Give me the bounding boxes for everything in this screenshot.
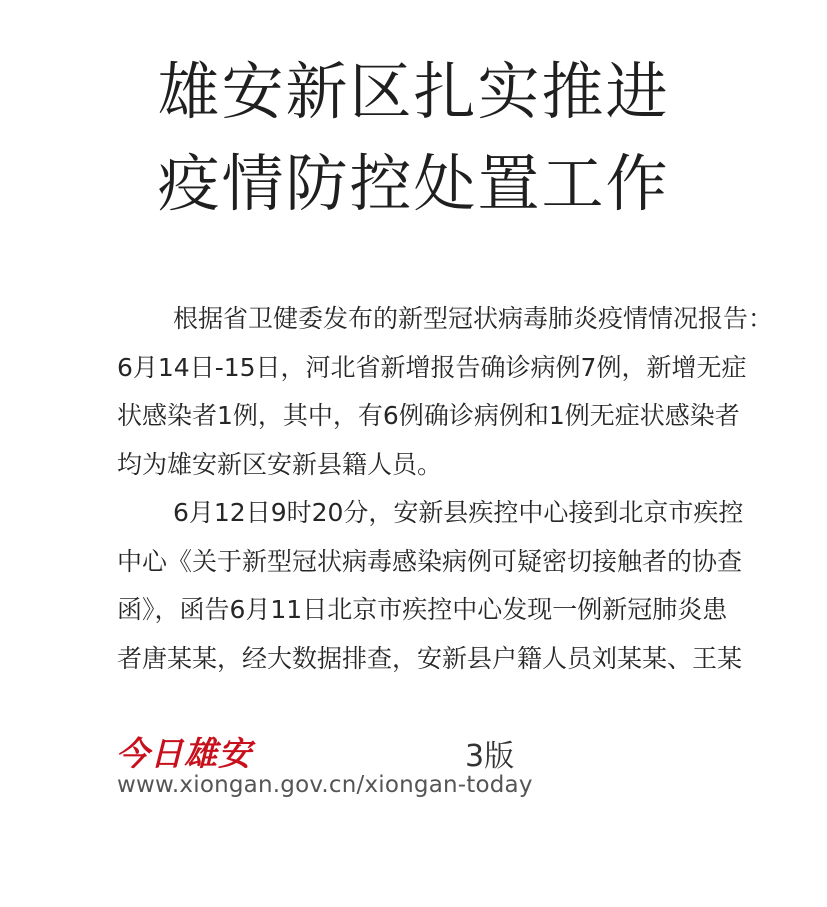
newspaper-logo: 今日雄安 (116, 734, 252, 773)
body-line-7: 函》，函告6月11日北京市疾控中心发现一例新冠肺炎患 (117, 595, 728, 624)
article-title-line-2: 疫情防控处置工作 (157, 147, 670, 220)
body-line-3: 状感染者1例，其中，有6例确诊病例和1例无症状感染者 (117, 401, 740, 430)
article-title-line-1: 雄安新区扎实推进 (157, 55, 670, 128)
body-line-6: 中心《关于新型冠状病毒感染病例可疑密切接触者的协查 (117, 546, 743, 576)
body-line-8: 者唐某某，经大数据排查，安新县户籍人员刘某某、王某 (117, 643, 743, 673)
article-body (117, 295, 817, 683)
body-line-1: 根据省卫健委发布的新型冠状病毒肺炎疫情情况报告： (173, 304, 774, 333)
body-line-2: 6月14日-15日，河北省新增报告确诊病例7例，新增无症 (117, 352, 747, 382)
body-line-5: 6月12日9时20分，安新县疾控中心接到北京市疾控 (173, 498, 744, 527)
body-line-4: 均为雄安新区安新县籍人员。 (117, 449, 443, 479)
edition-label: 3版 (465, 739, 515, 774)
source-url: www.xiongan.gov.cn/xiongan-today (117, 772, 533, 798)
article-title (0, 46, 827, 230)
